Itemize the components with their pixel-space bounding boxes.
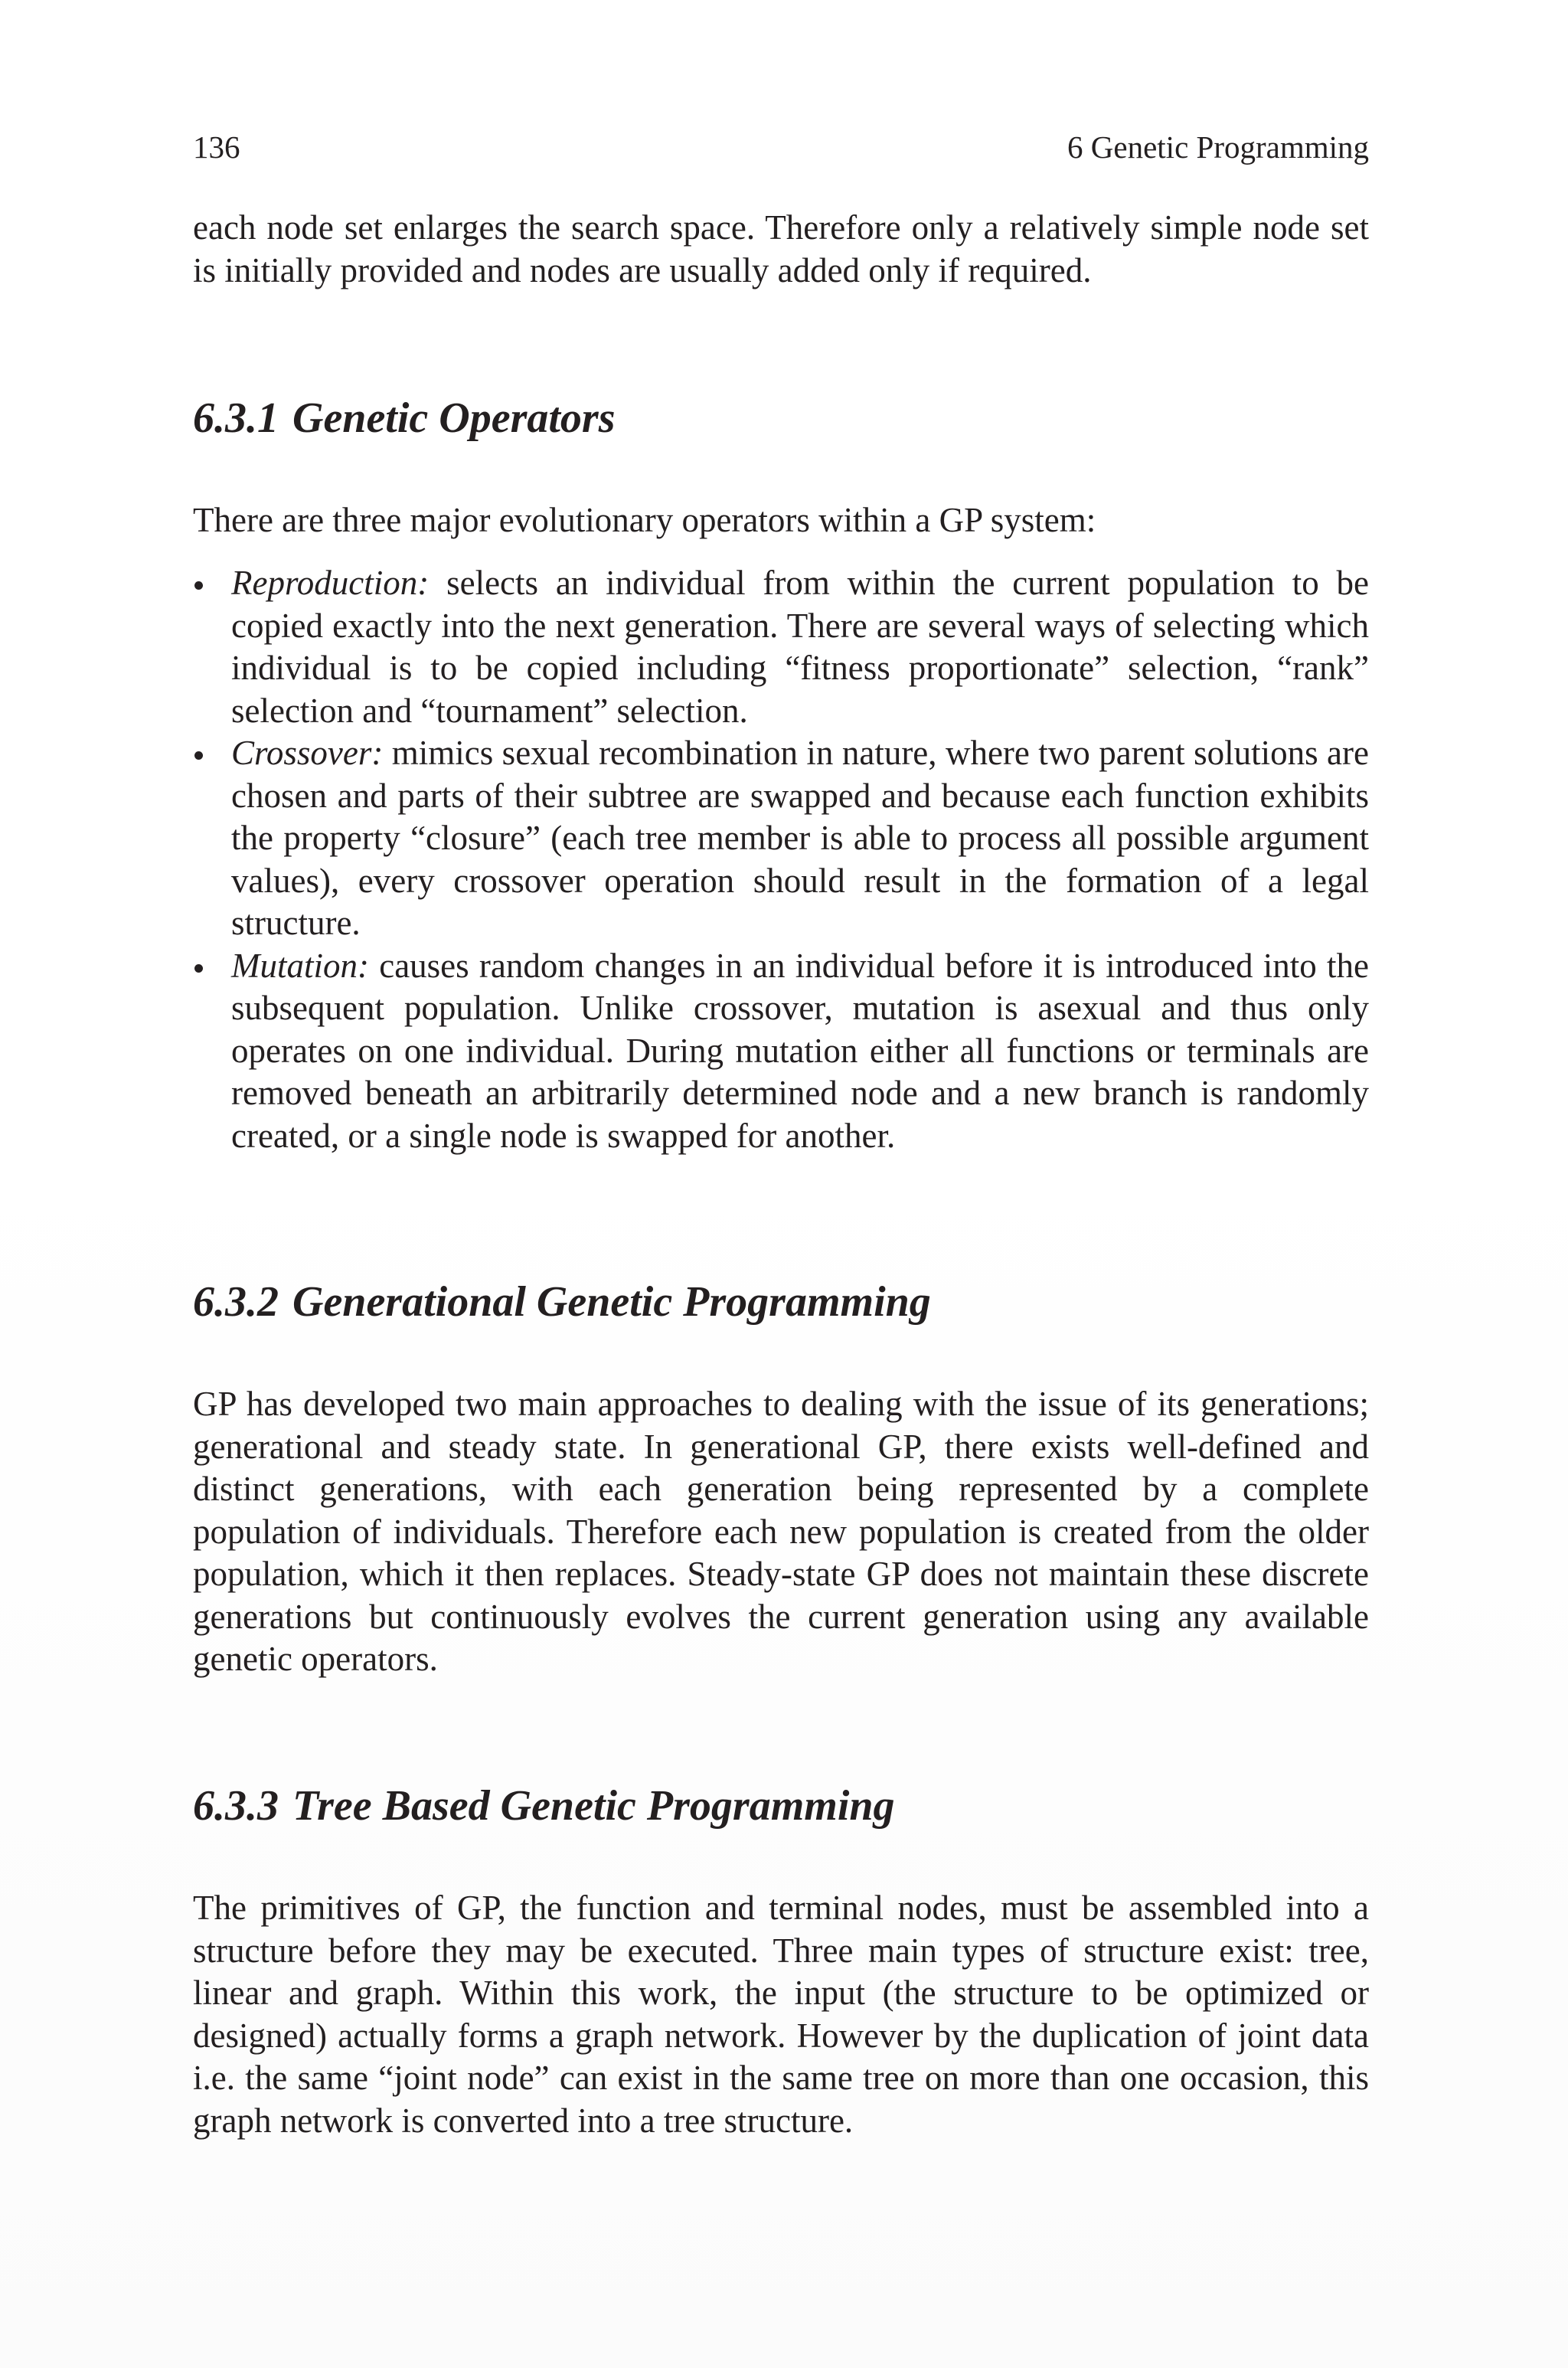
- generational-paragraph: GP has developed two main approaches to dealing with the issue of its generations; generational and steady state. In generational GP, there exists well-defined and distinct generations, with each generation being represented by a complete population of individuals. Therefore each new population is created from the older population, which it then replaces. Steady-state GP does not maintain these discrete generations but continuously evolves the current generation using any available genetic operators.: [193, 1385, 1369, 1678]
- intro-paragraph-block: [193, 207, 1369, 292]
- bullet-text: selects an individual from within the current population to be copied exactly into the next generation. There are several ways of selecting which individual is to be copied including “fitness proportionate” selection, “rank” selection and “tournament” selection.: [231, 564, 1369, 730]
- section-number: 6.3.2: [193, 1278, 279, 1326]
- page-number: 136: [193, 129, 240, 165]
- page-header: [193, 127, 1369, 167]
- tree-paragraph: The primitives of GP, the function and terminal nodes, must be assembled into a structure before they may be executed. Three main types of structure exist: tree, linear and graph. Within this work, the input (the structure to be optimized or designed) actually forms a graph network. However by the duplication of joint data i.e. the same “joint node” can exist in the same tree on more than one occasion, this graph network is converted into a tree structure.: [193, 1889, 1369, 2140]
- operators-bullet-list: [193, 562, 1369, 1157]
- section-number: 6.3.1: [193, 394, 279, 442]
- bullet-text: causes random changes in an individual before it is introduced into the subsequent population. Unlike crossover, mutation is asexual and thus only operates on one individual. During mutation either all functions or terminals are removed beneath an arbitrarily determined node and a new branch is randomly created, or a single node is swapped for another.: [231, 946, 1369, 1155]
- tree-paragraph-block: [193, 1887, 1369, 2142]
- running-head: 6 Genetic Programming: [1067, 129, 1369, 165]
- bullet-term: Mutation:: [231, 946, 369, 985]
- operators-lead-paragraph: There are three major evolutionary operators within a GP system:: [193, 501, 1096, 539]
- intro-paragraph: each node set enlarges the search space. Therefore only a relatively simple node set is initially provided and nodes are usually added only if required.: [193, 208, 1369, 289]
- section-title: Generational Genetic Programming: [292, 1278, 931, 1326]
- section-title: Tree Based Genetic Programming: [292, 1782, 895, 1830]
- bullet-term: Crossover:: [231, 734, 384, 772]
- section-heading-tree-based-gp: [193, 1781, 895, 1830]
- generational-paragraph-block: [193, 1383, 1369, 1681]
- bullet-text: mimics sexual recombination in nature, where two parent solutions are chosen and parts of their subtree are swapped and because each function exhibits the property “closure” (each tree member is able to process all possible argument values), every crossover operation should result in the formation of a legal structure.: [231, 734, 1369, 942]
- operators-lead-block: [193, 499, 1369, 542]
- section-heading-genetic-operators: [193, 394, 616, 443]
- section-heading-generational-gp: [193, 1277, 931, 1326]
- bullet-term: Reproduction:: [231, 564, 430, 602]
- list-item: [193, 562, 1369, 732]
- list-item: [193, 945, 1369, 1158]
- section-title: Genetic Operators: [292, 394, 616, 442]
- section-number: 6.3.3: [193, 1782, 279, 1830]
- list-item: [193, 732, 1369, 945]
